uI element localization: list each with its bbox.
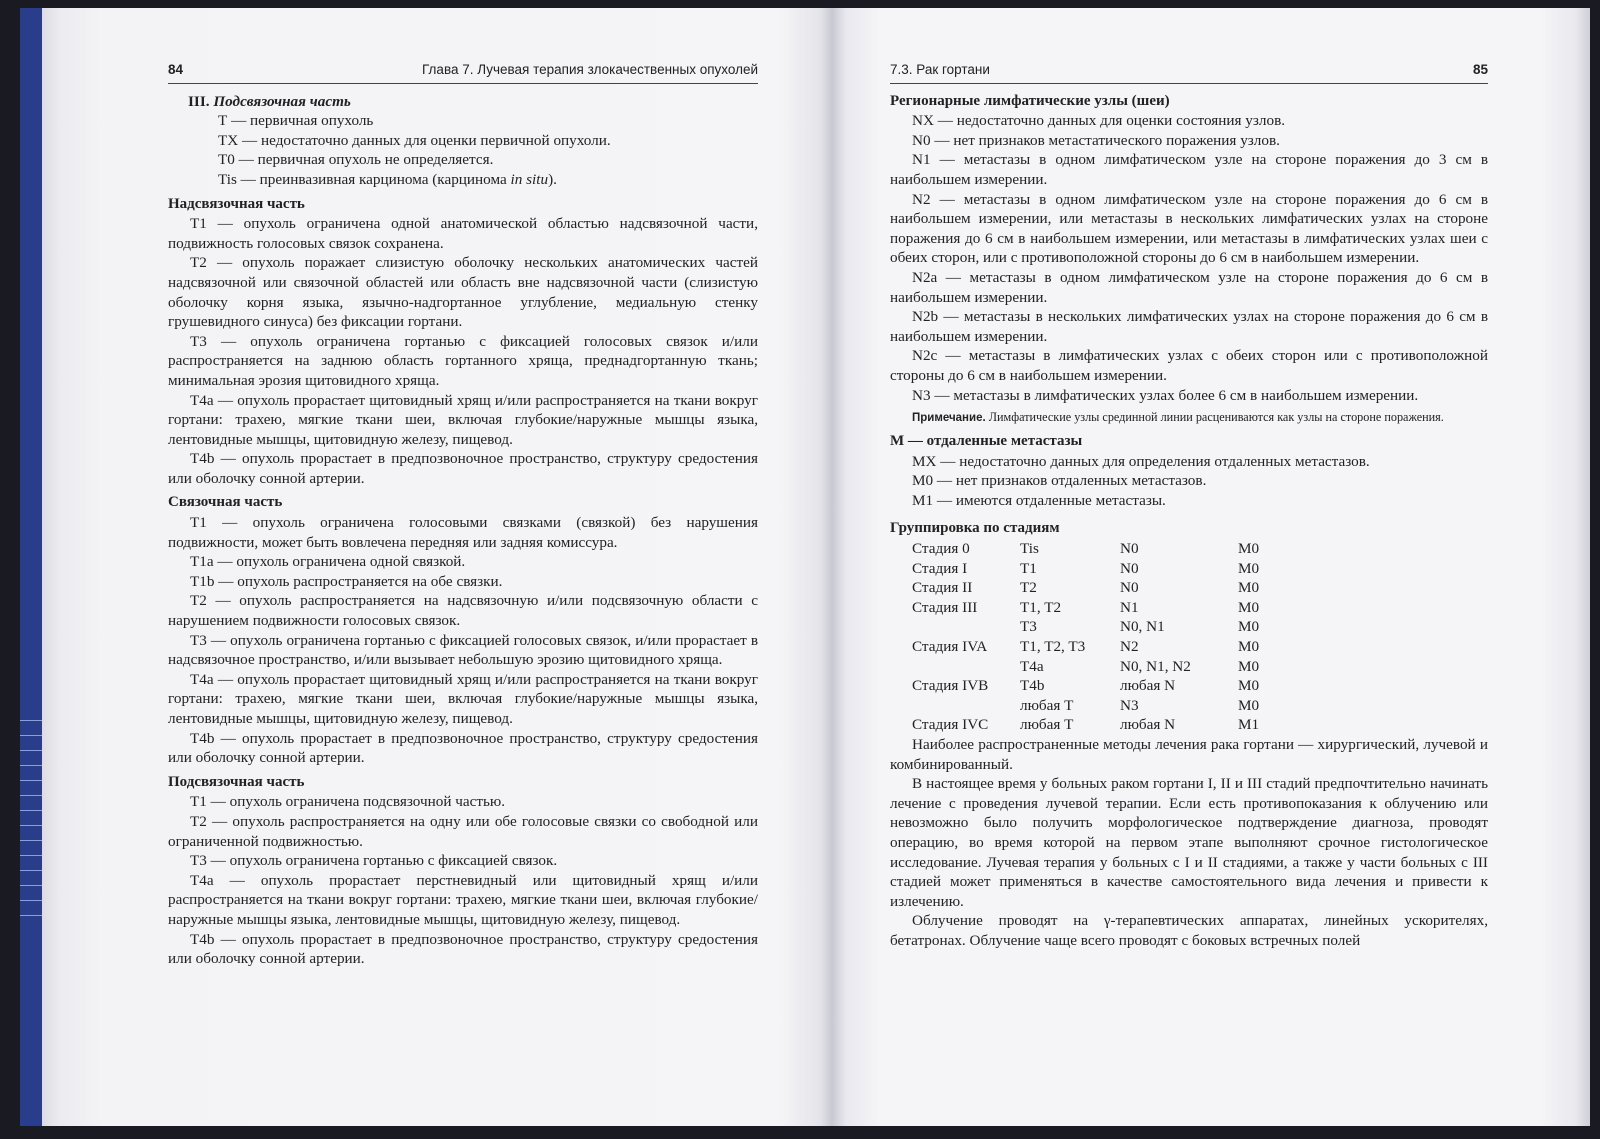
staging-cell: любая N bbox=[1120, 677, 1176, 695]
staging-cell: T3 bbox=[1020, 618, 1037, 636]
staging-cell: Tis bbox=[1020, 540, 1039, 558]
staging-cell bbox=[912, 617, 1020, 637]
paragraph: Т3 — опухоль ограничена гортанью с фиксацией голосовых связок, и/или прорастает в надсвязочное пространство, и/или вызывает небольшую эрозию щитовидного хряща. bbox=[168, 631, 758, 669]
staging-cell: T1, T2, T3 bbox=[1020, 638, 1086, 656]
t-line: Tis — преинвазивная карцинома (карцинома in situ). bbox=[218, 170, 557, 188]
staging-cell: N0, N1, N2 bbox=[1120, 657, 1191, 675]
staging-cell: Стадия II bbox=[912, 579, 973, 597]
note: Примечание. Лимфатические узлы срединной линии расцениваются как узлы на стороне поражения. bbox=[912, 410, 1444, 425]
right-page bbox=[890, 60, 1488, 951]
staging-cell bbox=[912, 696, 1020, 716]
staging-cell: M0 bbox=[1238, 677, 1260, 695]
staging-cell: Стадия I bbox=[912, 559, 968, 577]
staging-cell: N0 bbox=[1120, 540, 1139, 558]
supraglottic-heading: Надсвязочная часть bbox=[168, 195, 305, 212]
staging-cell: M0 bbox=[1238, 638, 1260, 656]
paragraph: Т1а — опухоль ограничена одной связкой. bbox=[190, 553, 466, 571]
paragraph: N2a — метастазы в одном лимфатическом узле на стороне поражения до 6 см в наибольшем измерении. bbox=[890, 268, 1488, 306]
staging-row bbox=[912, 715, 1298, 735]
paragraph: Т2 — опухоль распространяется на надсвязочную и/или подсвязочную области с нарушением подвижности голосовых связок. bbox=[168, 592, 758, 630]
paragraph: Т4а — опухоль прорастает щитовидный хрящ и/или распространяется на ткани вокруг гортани: трахею, мягкие ткани шеи, включая глубокие/наружные мышцы языка, лентовидные мышцы, щитовидную железу, пищевод. bbox=[168, 391, 758, 448]
paragraph: Облучение проводят на γ-терапевтических аппаратах, линейных ускорителях, бетатронах. Облучение чаще всего проводят с боковых встречных полей bbox=[890, 912, 1488, 949]
staging-cell: N0, N1 bbox=[1120, 618, 1165, 636]
paragraph: М1 — имеются отдаленные метастазы. bbox=[912, 491, 1166, 509]
staging-cell bbox=[912, 657, 1020, 677]
paragraph: Т4а — опухоль прорастает щитовидный хрящ и/или распространяется на ткани вокруг гортани: трахею, мягкие ткани шеи, включая глубокие/наружные мышцы языка, лентовидные мышцы, щитовидную железу, пищевод. bbox=[168, 670, 758, 727]
staging-cell: любая N bbox=[1120, 716, 1176, 734]
page-number: 84 bbox=[168, 62, 184, 77]
book-edge-marks bbox=[20, 720, 42, 970]
page-number: 85 bbox=[1472, 62, 1488, 77]
staging-row bbox=[912, 617, 1298, 637]
paragraph: N3 — метастазы в лимфатических узлах более 6 см в наибольшем измерении. bbox=[912, 386, 1419, 404]
metastases-heading: М — отдаленные метастазы bbox=[890, 433, 1083, 450]
staging-row bbox=[912, 657, 1298, 677]
staging-cell: N1 bbox=[1120, 598, 1139, 616]
staging-cell: M0 bbox=[1238, 579, 1260, 597]
paragraph: М0 — нет признаков отдаленных метастазов. bbox=[912, 472, 1207, 490]
staging-row bbox=[912, 539, 1298, 559]
staging-cell: M0 bbox=[1238, 598, 1260, 616]
staging-cell: Стадия IVB bbox=[912, 677, 989, 695]
staging-row bbox=[912, 696, 1298, 716]
t-line: Т0 — первичная опухоль не определяется. bbox=[218, 151, 494, 169]
paragraph: N2c — метастазы в лимфатических узлах с обеих сторон или с противоположной стороны до 6 см в наибольшем измерении. bbox=[890, 347, 1488, 384]
staging-cell: N0 bbox=[1120, 559, 1139, 577]
staging-heading: Группировка по стадиям bbox=[890, 520, 1060, 537]
staging-cell: N2 bbox=[1120, 638, 1139, 656]
staging-cell: M1 bbox=[1238, 716, 1260, 734]
staging-cell: Стадия III bbox=[912, 598, 978, 616]
paragraph: Т1 — опухоль ограничена одной анатомической областью надсвязочной части, подвижность голосовых связок сохранена. bbox=[168, 215, 758, 252]
paragraph: Т2 — опухоль распространяется на одну или обе голосовые связки со свободной или ограниченной подвижностью. bbox=[168, 812, 758, 850]
paragraph: Т1 — опухоль ограничена голосовыми связками (связкой) без нарушения подвижности, может быть вовлечена передняя или задняя комиссура. bbox=[168, 514, 758, 551]
right-running-head bbox=[890, 60, 1488, 84]
staging-table bbox=[912, 539, 1298, 735]
section-title: 7.3. Рак гортани bbox=[890, 62, 990, 77]
left-page bbox=[168, 60, 758, 969]
paragraph: N2b — метастазы в нескольких лимфатических узлах на стороне поражения до 6 см в наибольшем измерении. bbox=[890, 308, 1488, 345]
staging-cell: M0 bbox=[1238, 696, 1260, 714]
paragraph: Т4b — опухоль прорастает в предпозвоночное пространство, структуру средостения или оболочку сонной артерии. bbox=[168, 450, 758, 487]
staging-cell: N0 bbox=[1120, 579, 1139, 597]
paragraph: Т1 — опухоль ограничена подсвязочной частью. bbox=[190, 793, 506, 811]
glottic-heading: Связочная часть bbox=[168, 494, 283, 511]
staging-cell: T4a bbox=[1020, 657, 1044, 675]
t-line: TX — недостаточно данных для оценки первичной опухоли. bbox=[218, 131, 611, 149]
subglottic-heading: Подсвязочная часть bbox=[168, 773, 305, 790]
paragraph: Т3 — опухоль ограничена гортанью с фиксацией связок. bbox=[190, 852, 558, 870]
paragraph: NX — недостаточно данных для оценки состояния узлов. bbox=[912, 112, 1286, 130]
staging-row bbox=[912, 637, 1298, 657]
staging-cell: T2 bbox=[1020, 579, 1037, 597]
staging-cell: M0 bbox=[1238, 657, 1260, 675]
staging-row bbox=[912, 559, 1298, 579]
paragraph: Наиболее распространенные методы лечения рака гортани — хирургический, лучевой и комбинированный. bbox=[890, 736, 1488, 773]
paragraph: N0 — нет признаков метастатического поражения узлов. bbox=[912, 131, 1280, 149]
staging-cell: T4b bbox=[1020, 677, 1045, 695]
staging-cell: M0 bbox=[1238, 540, 1260, 558]
staging-row bbox=[912, 578, 1298, 598]
staging-cell: T1, T2 bbox=[1020, 598, 1062, 616]
staging-row bbox=[912, 676, 1298, 696]
paragraph: N2 — метастазы в одном лимфатическом узле на стороне поражения до 6 см в наибольшем измерении, или метастазы в нескольких лимфатических узлах на стороне поражения до 6 см в наибольшем измерении, или метастазы в лимфатических узлах шеи с обеих сторон, или с противоположной стороны до 6 см в наибольшем измерении. bbox=[890, 190, 1488, 267]
staging-cell: Стадия IVA bbox=[912, 638, 988, 656]
staging-cell: N3 bbox=[1120, 696, 1139, 714]
staging-cell: любая T bbox=[1020, 716, 1074, 734]
staging-cell: Стадия IVC bbox=[912, 716, 989, 734]
section-heading: III. Подсвязочная часть bbox=[188, 92, 351, 110]
paragraph: Т4b — опухоль прорастает в предпозвоночное пространство, структуру средостения или оболочку сонной артерии. bbox=[168, 930, 758, 968]
staging-cell: Стадия 0 bbox=[912, 540, 970, 558]
paragraph: Т1b — опухоль распространяется на обе связки. bbox=[190, 572, 503, 590]
paragraph: Т4b — опухоль прорастает в предпозвоночное пространство, структуру средостения или оболочку сонной артерии. bbox=[168, 729, 758, 767]
staging-cell: M0 bbox=[1238, 618, 1260, 636]
staging-cell: M0 bbox=[1238, 559, 1260, 577]
staging-cell: любая T bbox=[1020, 696, 1074, 714]
staging-row bbox=[912, 598, 1298, 618]
chapter-title: Глава 7. Лучевая терапия злокачественных опухолей bbox=[422, 62, 758, 77]
paragraph: Т2 — опухоль поражает слизистую оболочку нескольких анатомических частей надсвязочной или связочной областей или область вне надсвязочной части (слизистую оболочку корня языка, язычно-надгортанное углубление, медиальную стенку грушевидного синуса) без фиксации гортани. bbox=[168, 254, 758, 331]
staging-cell: T1 bbox=[1020, 559, 1037, 577]
paragraph: В настоящее время у больных раком гортани I, II и III стадий предпочтительно начинать лечение с проведения лучевой терапии. Если есть противопоказания к облучению или невозможно было получить морфологическое подтверждение диагноза, проводят операцию, во время которой на первом этапе выполняют срочное гистологическое исследование. Лучевая терапия у больных с I и II стадиями, а также у части больных с III стадией может применяться в качестве самостоятельного вида лечения и привести к излечению. bbox=[890, 775, 1488, 910]
nodes-heading: Регионарные лимфатические узлы (шеи) bbox=[890, 92, 1170, 109]
paragraph: Т3 — опухоль ограничена гортанью с фиксацией голосовых связок и/или распространяется на заднюю область гортанного хряща, преднадгортанную ткань; минимальная эрозия щитовидного хряща. bbox=[168, 332, 758, 389]
left-running-head bbox=[168, 60, 758, 84]
paragraph: Т4а — опухоль прорастает перстневидный или щитовидный хрящ и/или распространяется на ткани вокруг гортани: трахею, мягкие ткани шеи, включая глубокие/наружные мышцы языка, лентовидные мышцы, щитовидную железу, пищевод. bbox=[168, 871, 758, 928]
paragraph: MX — недостаточно данных для определения отдаленных метастазов. bbox=[912, 452, 1370, 470]
t-line: Т — первичная опухоль bbox=[218, 112, 374, 130]
paragraph: N1 — метастазы в одном лимфатическом узле на стороне поражения до 3 см в наибольшем измерении. bbox=[890, 151, 1488, 188]
